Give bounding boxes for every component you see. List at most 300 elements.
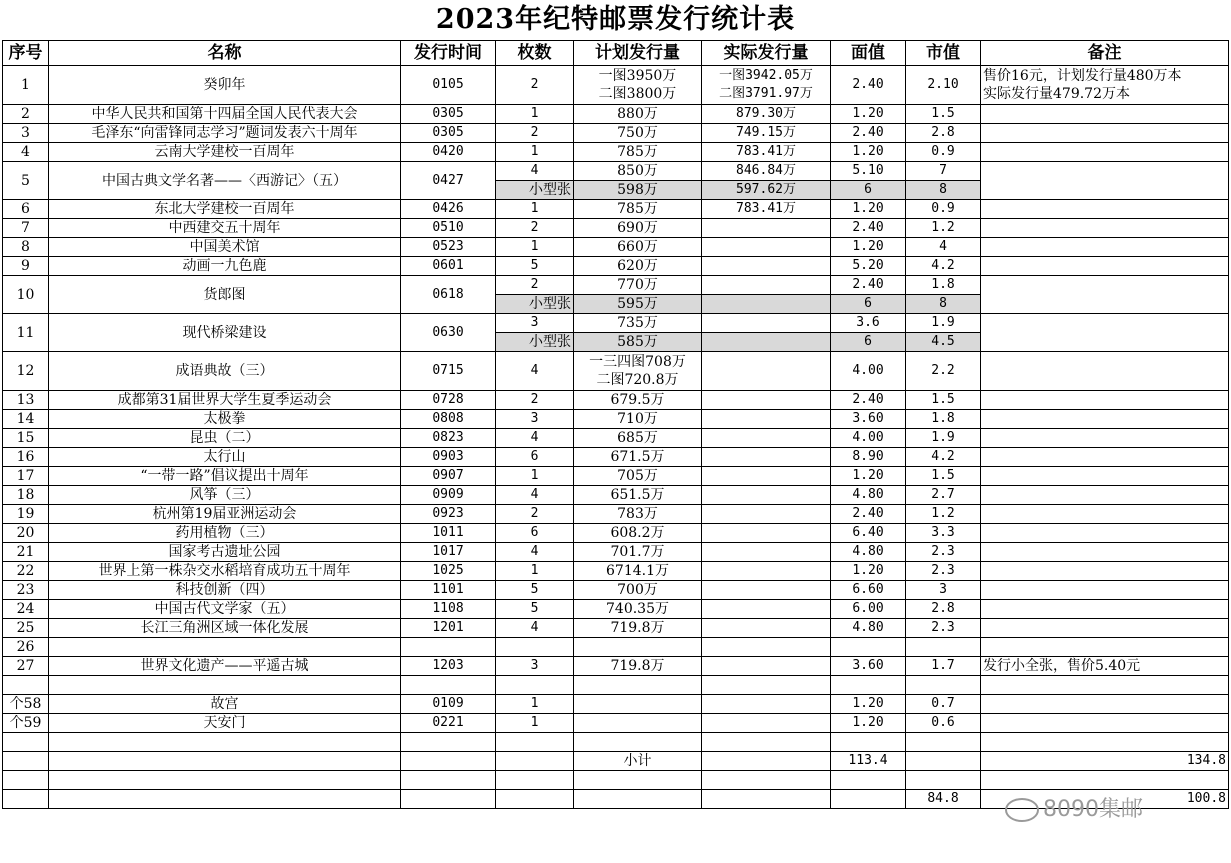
- table-row: [3, 581, 1229, 600]
- table-cell: 6.00: [831, 600, 906, 619]
- table-cell: [981, 676, 1229, 695]
- table-cell: 2.40: [831, 66, 906, 105]
- header-cell: 名称: [49, 41, 401, 66]
- table-row: [3, 219, 1229, 238]
- table-cell: 660万: [574, 238, 702, 257]
- table-cell: [702, 695, 831, 714]
- table-cell: 84.8: [906, 790, 981, 809]
- table-cell: 2.3: [906, 543, 981, 562]
- table-cell: 0.6: [906, 714, 981, 733]
- table-cell: 2.7: [906, 486, 981, 505]
- table-cell: 16: [3, 448, 49, 467]
- table-cell: 3.60: [831, 657, 906, 676]
- table-cell: 1.2: [906, 219, 981, 238]
- table-cell: 4.00: [831, 429, 906, 448]
- table-cell: [49, 733, 401, 752]
- page-title: 2023年纪特邮票发行统计表: [435, 4, 796, 35]
- cell-line: 一图3950万: [598, 68, 677, 84]
- table-cell: [981, 105, 1229, 124]
- table-cell: 2.40: [831, 276, 906, 295]
- table-cell: [574, 790, 702, 809]
- table-cell: [702, 314, 831, 333]
- table-cell: [702, 276, 831, 295]
- table-cell: 小型张: [496, 333, 574, 352]
- table-cell: 15: [3, 429, 49, 448]
- table-row: [3, 600, 1229, 619]
- table-cell: 3: [496, 657, 574, 676]
- table-row: [3, 505, 1229, 524]
- table-cell: 3: [496, 410, 574, 429]
- table-cell: 7: [3, 219, 49, 238]
- table-cell: [496, 676, 574, 695]
- table-cell: [981, 238, 1229, 257]
- table-cell: [981, 200, 1229, 219]
- table-cell: 1: [496, 695, 574, 714]
- table-cell: [981, 276, 1229, 314]
- table-cell: 0.9: [906, 200, 981, 219]
- table-cell: 1.20: [831, 562, 906, 581]
- table-cell: [981, 124, 1229, 143]
- table-cell: 1.5: [906, 391, 981, 410]
- table-row: [3, 352, 1229, 391]
- header-cell: 备注: [981, 41, 1229, 66]
- table-cell: 21: [3, 543, 49, 562]
- table-cell: 2: [496, 276, 574, 295]
- table-row: [3, 66, 1229, 105]
- table-cell: [3, 733, 49, 752]
- table-cell: 4.00: [831, 352, 906, 391]
- table-cell: “一带一路”倡议提出十周年: [49, 467, 401, 486]
- table-cell: 1.8: [906, 410, 981, 429]
- table-cell: 6714.1万: [574, 562, 702, 581]
- header-cell: 发行时间: [401, 41, 496, 66]
- table-cell: 25: [3, 619, 49, 638]
- table-cell: 879.30万: [702, 105, 831, 124]
- table-cell: 6: [831, 295, 906, 314]
- table-cell: [3, 676, 49, 695]
- table-cell: [496, 771, 574, 790]
- table-row: [3, 314, 1229, 333]
- table-cell: 5: [3, 162, 49, 200]
- table-cell: 0510: [401, 219, 496, 238]
- table-cell: [702, 562, 831, 581]
- table-row: [3, 695, 1229, 714]
- table-cell: 7: [906, 162, 981, 181]
- table-cell: 1.7: [906, 657, 981, 676]
- table-cell: 2: [496, 219, 574, 238]
- table-row: [3, 619, 1229, 638]
- table-cell: 24: [3, 600, 49, 619]
- table-cell: [981, 448, 1229, 467]
- cell-line: 一三四图708万: [589, 354, 686, 370]
- table-cell: 0909: [401, 486, 496, 505]
- table-cell: [981, 543, 1229, 562]
- table-cell: [3, 771, 49, 790]
- table-row: [3, 714, 1229, 733]
- table-cell: 杭州第19届亚洲运动会: [49, 505, 401, 524]
- table-cell: [3, 752, 49, 771]
- table-cell: [574, 676, 702, 695]
- table-cell: 小型张: [496, 181, 574, 200]
- table-cell: [981, 505, 1229, 524]
- table-cell: 天安门: [49, 714, 401, 733]
- table-cell: [906, 733, 981, 752]
- wechat-icon: [1005, 798, 1039, 822]
- table-cell: [574, 66, 702, 105]
- table-cell: [831, 676, 906, 695]
- table-row: [3, 391, 1229, 410]
- table-cell: 4: [906, 238, 981, 257]
- table-cell: 动画一九色鹿: [49, 257, 401, 276]
- table-cell: [906, 752, 981, 771]
- table-cell: 太极拳: [49, 410, 401, 429]
- table-cell: [906, 771, 981, 790]
- header-cell: 序号: [3, 41, 49, 66]
- table-cell: 2.3: [906, 619, 981, 638]
- table-cell: 0728: [401, 391, 496, 410]
- table-cell: 1101: [401, 581, 496, 600]
- table-cell: 1108: [401, 600, 496, 619]
- table-cell: 13: [3, 391, 49, 410]
- table-row: [3, 733, 1229, 752]
- table-cell: [702, 657, 831, 676]
- watermark-text: 8090集邮: [1043, 797, 1143, 822]
- table-cell: 中西建交五十周年: [49, 219, 401, 238]
- table-cell: 785万: [574, 200, 702, 219]
- table-cell: 4: [496, 162, 574, 181]
- table-row: [3, 771, 1229, 790]
- header-cell: 面值: [831, 41, 906, 66]
- table-cell: 4: [496, 429, 574, 448]
- table-cell: 4.80: [831, 543, 906, 562]
- table-cell: [702, 352, 831, 391]
- table-cell: 6: [831, 333, 906, 352]
- table-cell: 0808: [401, 410, 496, 429]
- table-cell: 1: [496, 714, 574, 733]
- table-cell: 113.4: [831, 752, 906, 771]
- table-cell: 6: [496, 524, 574, 543]
- table-cell: 671.5万: [574, 448, 702, 467]
- table-cell: 783万: [574, 505, 702, 524]
- table-row: [3, 524, 1229, 543]
- table-cell: 2: [496, 124, 574, 143]
- table-row: [3, 410, 1229, 429]
- table-cell: 癸卯年: [49, 66, 401, 105]
- table-cell: [49, 790, 401, 809]
- table-cell: [702, 391, 831, 410]
- table-cell: 750万: [574, 124, 702, 143]
- table-cell: [981, 638, 1229, 657]
- table-cell: 8: [906, 295, 981, 314]
- table-row: [3, 543, 1229, 562]
- table-cell: 608.2万: [574, 524, 702, 543]
- table-cell: 货郎图: [49, 276, 401, 314]
- table-cell: [401, 790, 496, 809]
- table-cell: 1: [496, 105, 574, 124]
- table-cell: 6.40: [831, 524, 906, 543]
- header-cell: 实际发行量: [702, 41, 831, 66]
- table-cell: [574, 352, 702, 391]
- table-cell: 6: [3, 200, 49, 219]
- table-cell: 1: [496, 143, 574, 162]
- table-body: [3, 66, 1229, 809]
- table-cell: [702, 714, 831, 733]
- table-cell: [702, 219, 831, 238]
- table-cell: 0420: [401, 143, 496, 162]
- table-cell: [981, 581, 1229, 600]
- table-cell: 1203: [401, 657, 496, 676]
- table-cell: 1.20: [831, 467, 906, 486]
- table-cell: [981, 143, 1229, 162]
- table-cell: 3: [906, 581, 981, 600]
- table-cell: 东北大学建校一百周年: [49, 200, 401, 219]
- table-cell: 风筝（三）: [49, 486, 401, 505]
- table-cell: 846.84万: [702, 162, 831, 181]
- table-row: [3, 200, 1229, 219]
- table-cell: 1.9: [906, 429, 981, 448]
- table-cell: 12: [3, 352, 49, 391]
- table-cell: 1017: [401, 543, 496, 562]
- table-cell: [702, 619, 831, 638]
- table-cell: 2: [3, 105, 49, 124]
- table-cell: 中国美术馆: [49, 238, 401, 257]
- table-cell: [906, 676, 981, 695]
- table-cell: 22: [3, 562, 49, 581]
- table-cell: 中国古代文学家（五）: [49, 600, 401, 619]
- table-row: [3, 124, 1229, 143]
- table-cell: 药用植物（三）: [49, 524, 401, 543]
- table-cell: [574, 638, 702, 657]
- table-cell: [981, 314, 1229, 352]
- table-cell: [496, 790, 574, 809]
- header-cell: 市值: [906, 41, 981, 66]
- table-cell: [831, 733, 906, 752]
- table-cell: 8: [906, 181, 981, 200]
- table-row: [3, 257, 1229, 276]
- table-cell: 23: [3, 581, 49, 600]
- table-cell: 10: [3, 276, 49, 314]
- table-cell: 785万: [574, 143, 702, 162]
- table-cell: 17: [3, 467, 49, 486]
- table-cell: [702, 733, 831, 752]
- table-cell: [981, 467, 1229, 486]
- table-cell: [702, 543, 831, 562]
- table-cell: [981, 352, 1229, 391]
- table-cell: 2.40: [831, 505, 906, 524]
- table-cell: 2.40: [831, 391, 906, 410]
- table-cell: 0523: [401, 238, 496, 257]
- table-cell: [981, 524, 1229, 543]
- table-cell: 8.90: [831, 448, 906, 467]
- table-cell: 701.7万: [574, 543, 702, 562]
- table-cell: 2.8: [906, 124, 981, 143]
- table-cell: [702, 257, 831, 276]
- watermark: [1005, 792, 1143, 823]
- table-cell: [981, 391, 1229, 410]
- table-cell: [702, 600, 831, 619]
- table-cell: 749.15万: [702, 124, 831, 143]
- table-cell: 0601: [401, 257, 496, 276]
- table-cell: [702, 66, 831, 105]
- table-cell: 2: [496, 391, 574, 410]
- table-cell: [831, 771, 906, 790]
- table-cell: [981, 66, 1229, 105]
- table-cell: 620万: [574, 257, 702, 276]
- table-cell: 100.8: [981, 790, 1229, 809]
- table-cell: 个59: [3, 714, 49, 733]
- table-cell: [702, 752, 831, 771]
- cell-line: 二图3791.97万: [719, 86, 813, 101]
- table-cell: [49, 638, 401, 657]
- table-cell: [702, 505, 831, 524]
- table-cell: 5: [496, 581, 574, 600]
- table-cell: 毛泽东“向雷锋同志学习”题词发表六十周年: [49, 124, 401, 143]
- table-cell: 3: [3, 124, 49, 143]
- table-cell: 0618: [401, 276, 496, 314]
- table-cell: [702, 467, 831, 486]
- table-cell: 中华人民共和国第十四届全国人民代表大会: [49, 105, 401, 124]
- table-cell: 3.3: [906, 524, 981, 543]
- table-cell: 4.80: [831, 486, 906, 505]
- table-cell: [496, 638, 574, 657]
- table-cell: [574, 714, 702, 733]
- table-cell: 651.5万: [574, 486, 702, 505]
- table-cell: 0923: [401, 505, 496, 524]
- table-cell: [401, 733, 496, 752]
- table-cell: [496, 733, 574, 752]
- table-cell: 5: [496, 600, 574, 619]
- table-cell: [702, 410, 831, 429]
- table-cell: [401, 676, 496, 695]
- table-cell: 3.60: [831, 410, 906, 429]
- table-cell: [702, 295, 831, 314]
- table-cell: 4.5: [906, 333, 981, 352]
- table-cell: 740.35万: [574, 600, 702, 619]
- table-row: [3, 486, 1229, 505]
- table-cell: [574, 695, 702, 714]
- table-cell: [401, 771, 496, 790]
- table-cell: [702, 486, 831, 505]
- table-cell: 1.5: [906, 467, 981, 486]
- table-cell: 6: [496, 448, 574, 467]
- table-cell: 0903: [401, 448, 496, 467]
- table-cell: 850万: [574, 162, 702, 181]
- table-cell: 679.5万: [574, 391, 702, 410]
- table-cell: 1.5: [906, 105, 981, 124]
- table-cell: 735万: [574, 314, 702, 333]
- table-cell: 小型张: [496, 295, 574, 314]
- table-cell: [981, 162, 1229, 200]
- table-cell: 小计: [574, 752, 702, 771]
- table-cell: 4: [496, 486, 574, 505]
- table-cell: 1.20: [831, 714, 906, 733]
- table-cell: [49, 771, 401, 790]
- table-cell: 国家考古遗址公园: [49, 543, 401, 562]
- table-cell: [981, 600, 1229, 619]
- table-cell: [981, 733, 1229, 752]
- table-cell: 世界上第一株杂交水稻培育成功五十周年: [49, 562, 401, 581]
- table-row: [3, 467, 1229, 486]
- table-cell: 太行山: [49, 448, 401, 467]
- table-cell: 世界文化遗产——平遥古城: [49, 657, 401, 676]
- table-cell: [574, 771, 702, 790]
- table-cell: 719.8万: [574, 657, 702, 676]
- table-row: [3, 105, 1229, 124]
- table-cell: 4: [496, 543, 574, 562]
- table-cell: 长江三角洲区域一体化发展: [49, 619, 401, 638]
- table-cell: [981, 410, 1229, 429]
- cell-line: 售价16元，计划发行量480万本: [983, 68, 1182, 84]
- table-cell: 0221: [401, 714, 496, 733]
- table-cell: 6: [831, 181, 906, 200]
- table-cell: 9: [3, 257, 49, 276]
- table-cell: 685万: [574, 429, 702, 448]
- table-cell: 1: [3, 66, 49, 105]
- table-cell: [831, 790, 906, 809]
- table-cell: 1.9: [906, 314, 981, 333]
- table-cell: 1025: [401, 562, 496, 581]
- table-cell: 880万: [574, 105, 702, 124]
- table-cell: 783.41万: [702, 143, 831, 162]
- table-cell: 0.9: [906, 143, 981, 162]
- table-row: [3, 562, 1229, 581]
- table-cell: 0907: [401, 467, 496, 486]
- table-cell: [702, 429, 831, 448]
- table-cell: 1.2: [906, 505, 981, 524]
- table-row: [3, 162, 1229, 181]
- table-cell: 2.40: [831, 124, 906, 143]
- table-cell: 0427: [401, 162, 496, 200]
- table-cell: 故宫: [49, 695, 401, 714]
- table-cell: 2.10: [906, 66, 981, 105]
- table-cell: [702, 790, 831, 809]
- table-cell: 5.20: [831, 257, 906, 276]
- table-cell: 发行小全张，售价5.40元: [981, 657, 1229, 676]
- table-cell: 20: [3, 524, 49, 543]
- table-row: [3, 276, 1229, 295]
- table-cell: 690万: [574, 219, 702, 238]
- table-cell: 0426: [401, 200, 496, 219]
- table-cell: 3: [496, 314, 574, 333]
- table-cell: [981, 562, 1229, 581]
- table-cell: 5: [496, 257, 574, 276]
- table-cell: 2.40: [831, 219, 906, 238]
- table-cell: [702, 448, 831, 467]
- table-cell: [702, 638, 831, 657]
- table-cell: [906, 638, 981, 657]
- table-cell: 中国古典文学名著——〈西游记〉（五）: [49, 162, 401, 200]
- table-cell: 2.8: [906, 600, 981, 619]
- table-cell: [49, 676, 401, 695]
- table-cell: 1.20: [831, 238, 906, 257]
- table-cell: [981, 619, 1229, 638]
- table-cell: [981, 714, 1229, 733]
- table-cell: 1.20: [831, 200, 906, 219]
- table-cell: [702, 581, 831, 600]
- table-cell: [702, 238, 831, 257]
- table-cell: [702, 676, 831, 695]
- table-cell: 4: [496, 352, 574, 391]
- table-cell: 1.20: [831, 695, 906, 714]
- cell-line: 实际发行量479.72万本: [983, 86, 1130, 102]
- table-cell: 2.3: [906, 562, 981, 581]
- table-cell: 现代桥梁建设: [49, 314, 401, 352]
- table-cell: 27: [3, 657, 49, 676]
- table-row: [3, 638, 1229, 657]
- table-cell: [3, 790, 49, 809]
- table-cell: 3.6: [831, 314, 906, 333]
- table-cell: [401, 752, 496, 771]
